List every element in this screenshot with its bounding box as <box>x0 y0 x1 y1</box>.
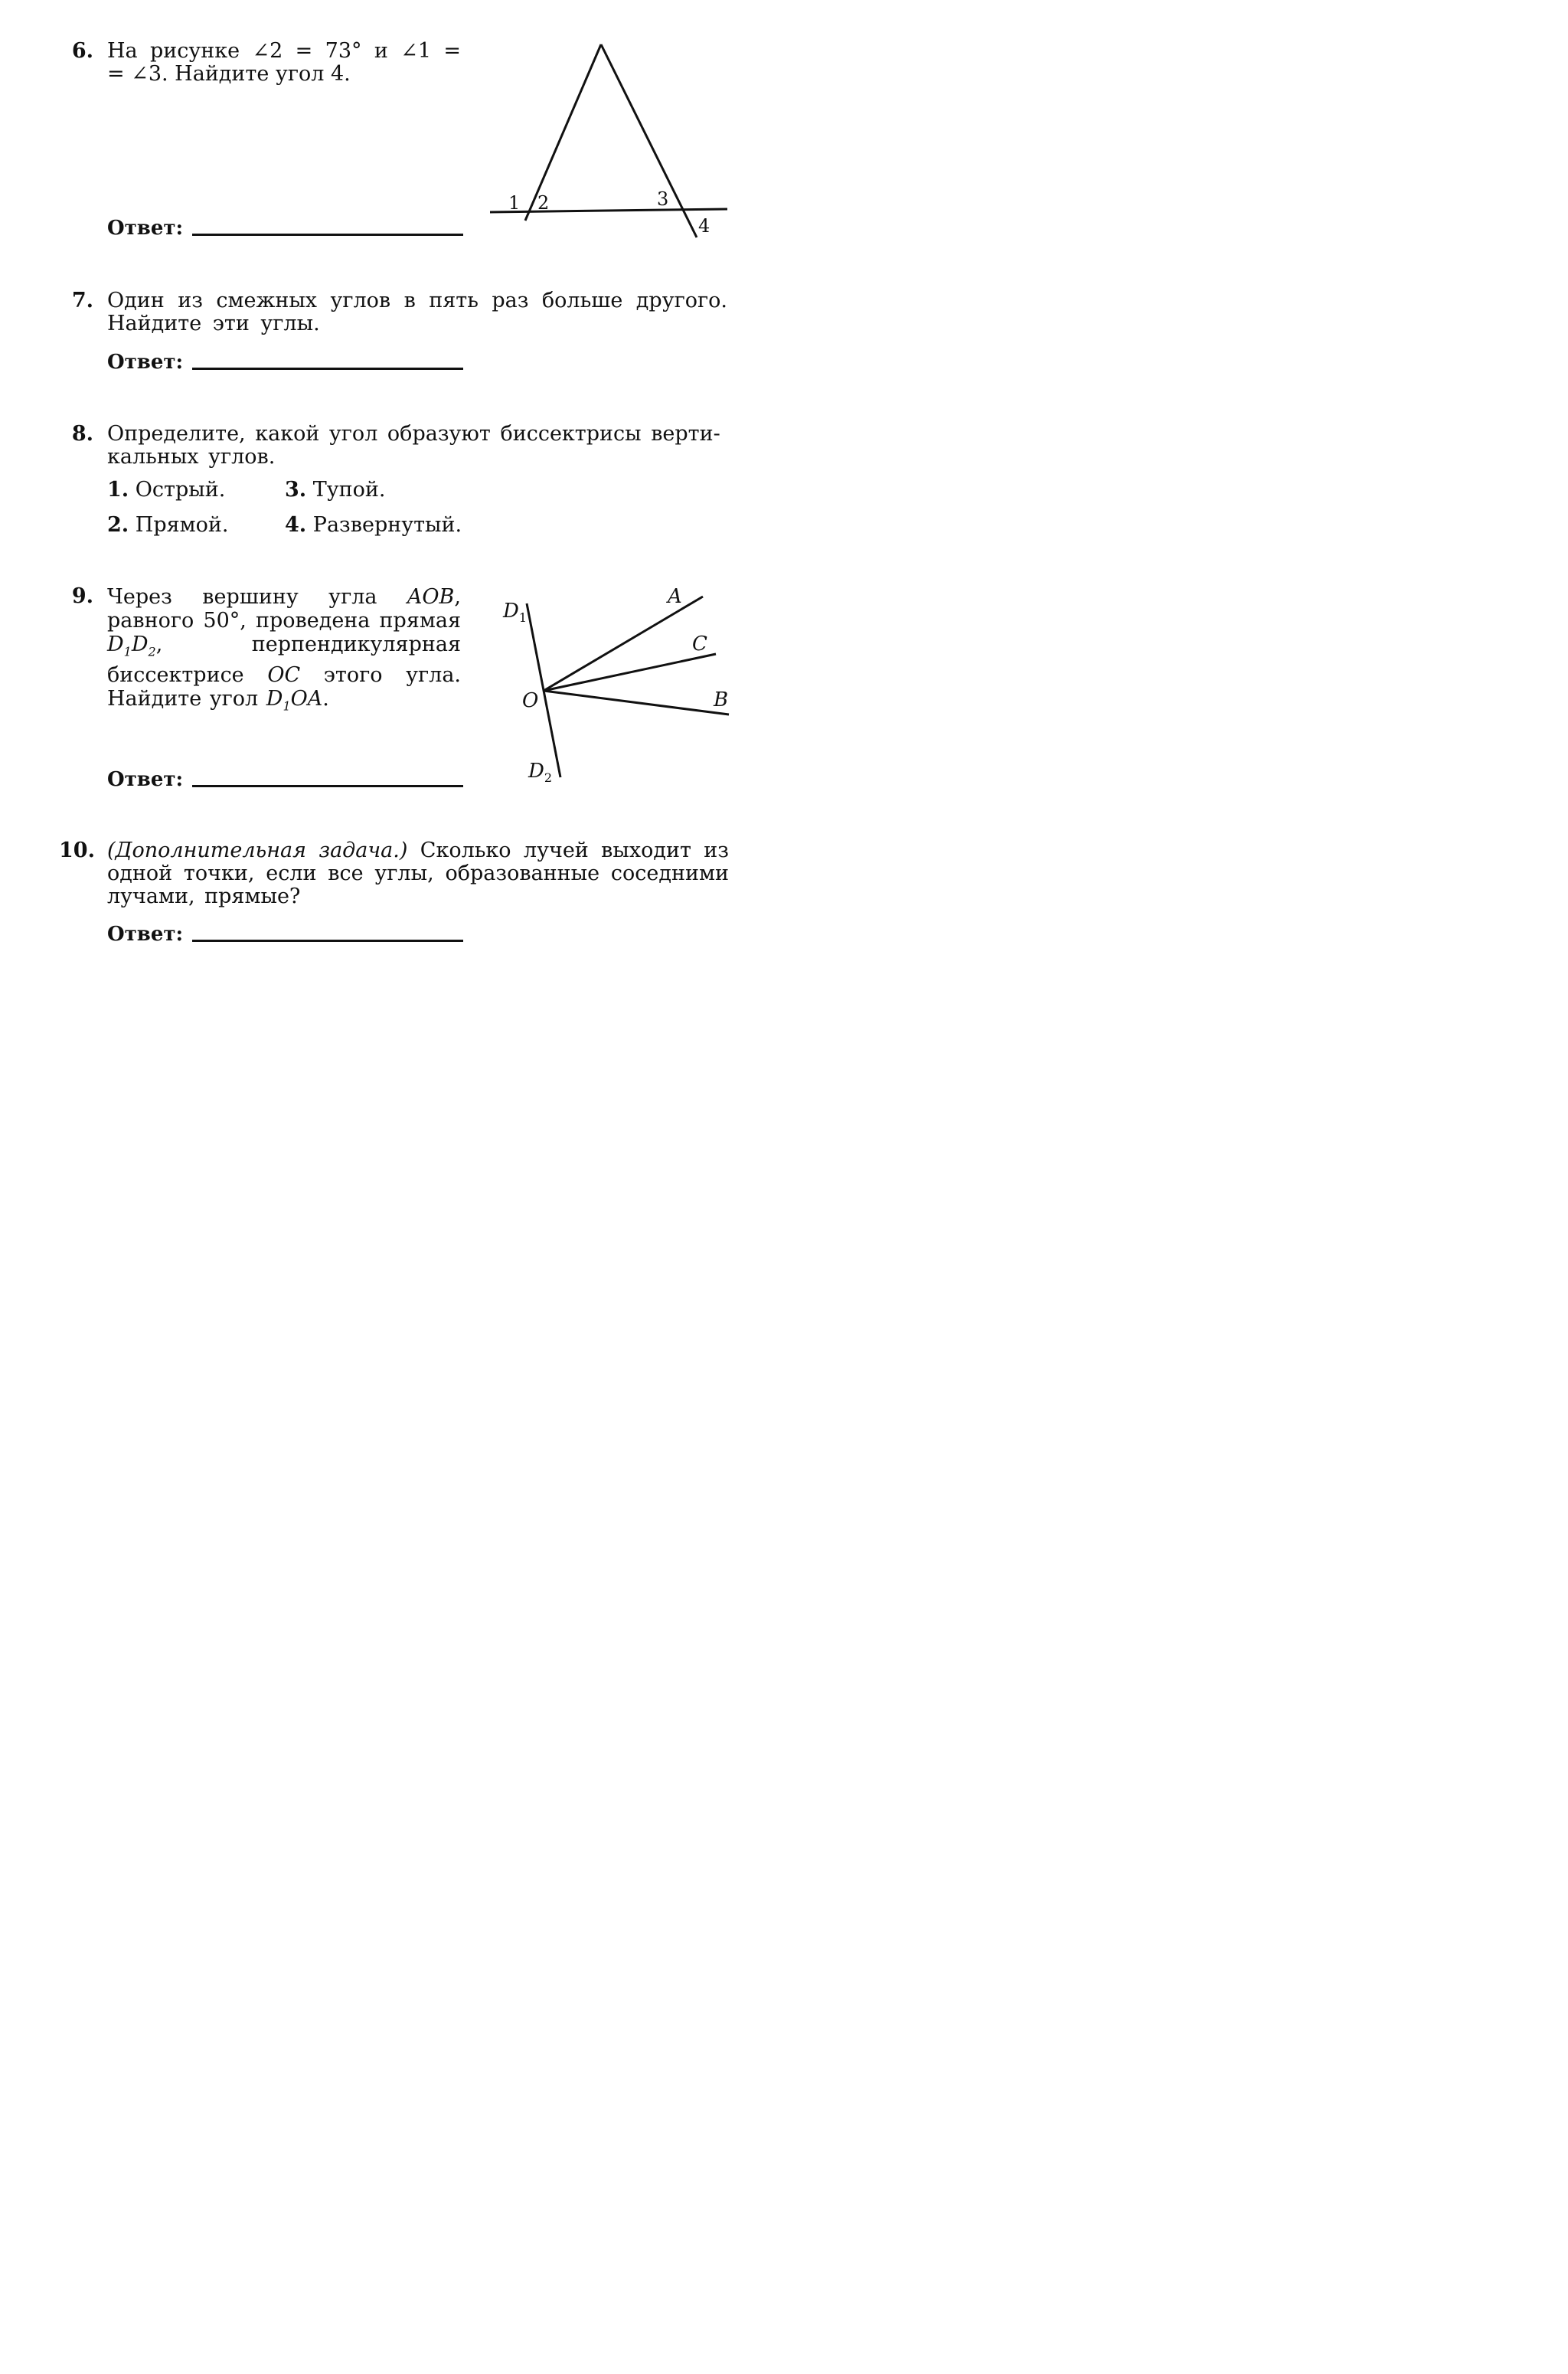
problem-8-number: 8. <box>71 422 93 446</box>
option-1[interactable]: 1. Острый. <box>107 478 226 502</box>
problem-9-text: Через вершину угла AOB, равного 50°, проведена прямая $D_1D_2$, перпендикулярная биссектрисе OC этого угла. Найдите угол $D_1OA$. <box>107 585 462 714</box>
answer-label: Ответ: <box>107 923 184 946</box>
answer-label: Ответ: <box>107 217 184 240</box>
point-label-C: C <box>692 633 707 656</box>
point-label-D1: $D_1$ <box>503 600 528 625</box>
angle-label-3: 3 <box>657 188 669 210</box>
option-4[interactable]: 4. Развернутый. <box>285 513 462 537</box>
problem-9-number: 9. <box>71 584 93 608</box>
problem-6-text-line2: = ∠3. Найдите угол 4. <box>107 62 351 86</box>
angle-label-4: 4 <box>698 215 710 237</box>
point-label-B: B <box>714 688 729 711</box>
ray-OA <box>544 597 703 691</box>
problem-10-text: (Дополнительная задача.) Сколько лучей выходит из одной точки, если все углы, образованные соседними лучами, прямые? <box>107 839 729 908</box>
problem-7-number: 7. <box>71 289 93 312</box>
problem-6-number: 6. <box>71 39 93 63</box>
ray-OB <box>544 691 729 714</box>
point-label-D2: $D_2$ <box>528 760 553 785</box>
answer-label: Ответ: <box>107 351 184 374</box>
problem-6-text-line1: На рисунке ∠2 = 73° и ∠1 = <box>107 39 461 63</box>
problem-7-text: Один из смежных углов в пять раз больше другого. Найдите эти углы. <box>107 289 727 335</box>
angle-label-2: 2 <box>537 192 550 214</box>
point-label-A: A <box>668 585 682 608</box>
angle-figure <box>0 0 784 804</box>
answer-label: Ответ: <box>107 768 184 791</box>
ray-OC <box>544 654 716 691</box>
problem-10-number: 10. <box>59 839 95 862</box>
angle-label-1: 1 <box>508 192 521 214</box>
problem-10-answer[interactable] <box>107 923 463 946</box>
point-label-O: O <box>522 689 539 712</box>
option-2[interactable]: 2. Прямой. <box>107 513 229 537</box>
answer-line[interactable] <box>192 940 463 942</box>
option-3[interactable]: 3. Тупой. <box>285 478 386 502</box>
problem-8-text: Определите, какой угол образуют биссектрисы верти- кальных углов. <box>107 422 720 469</box>
